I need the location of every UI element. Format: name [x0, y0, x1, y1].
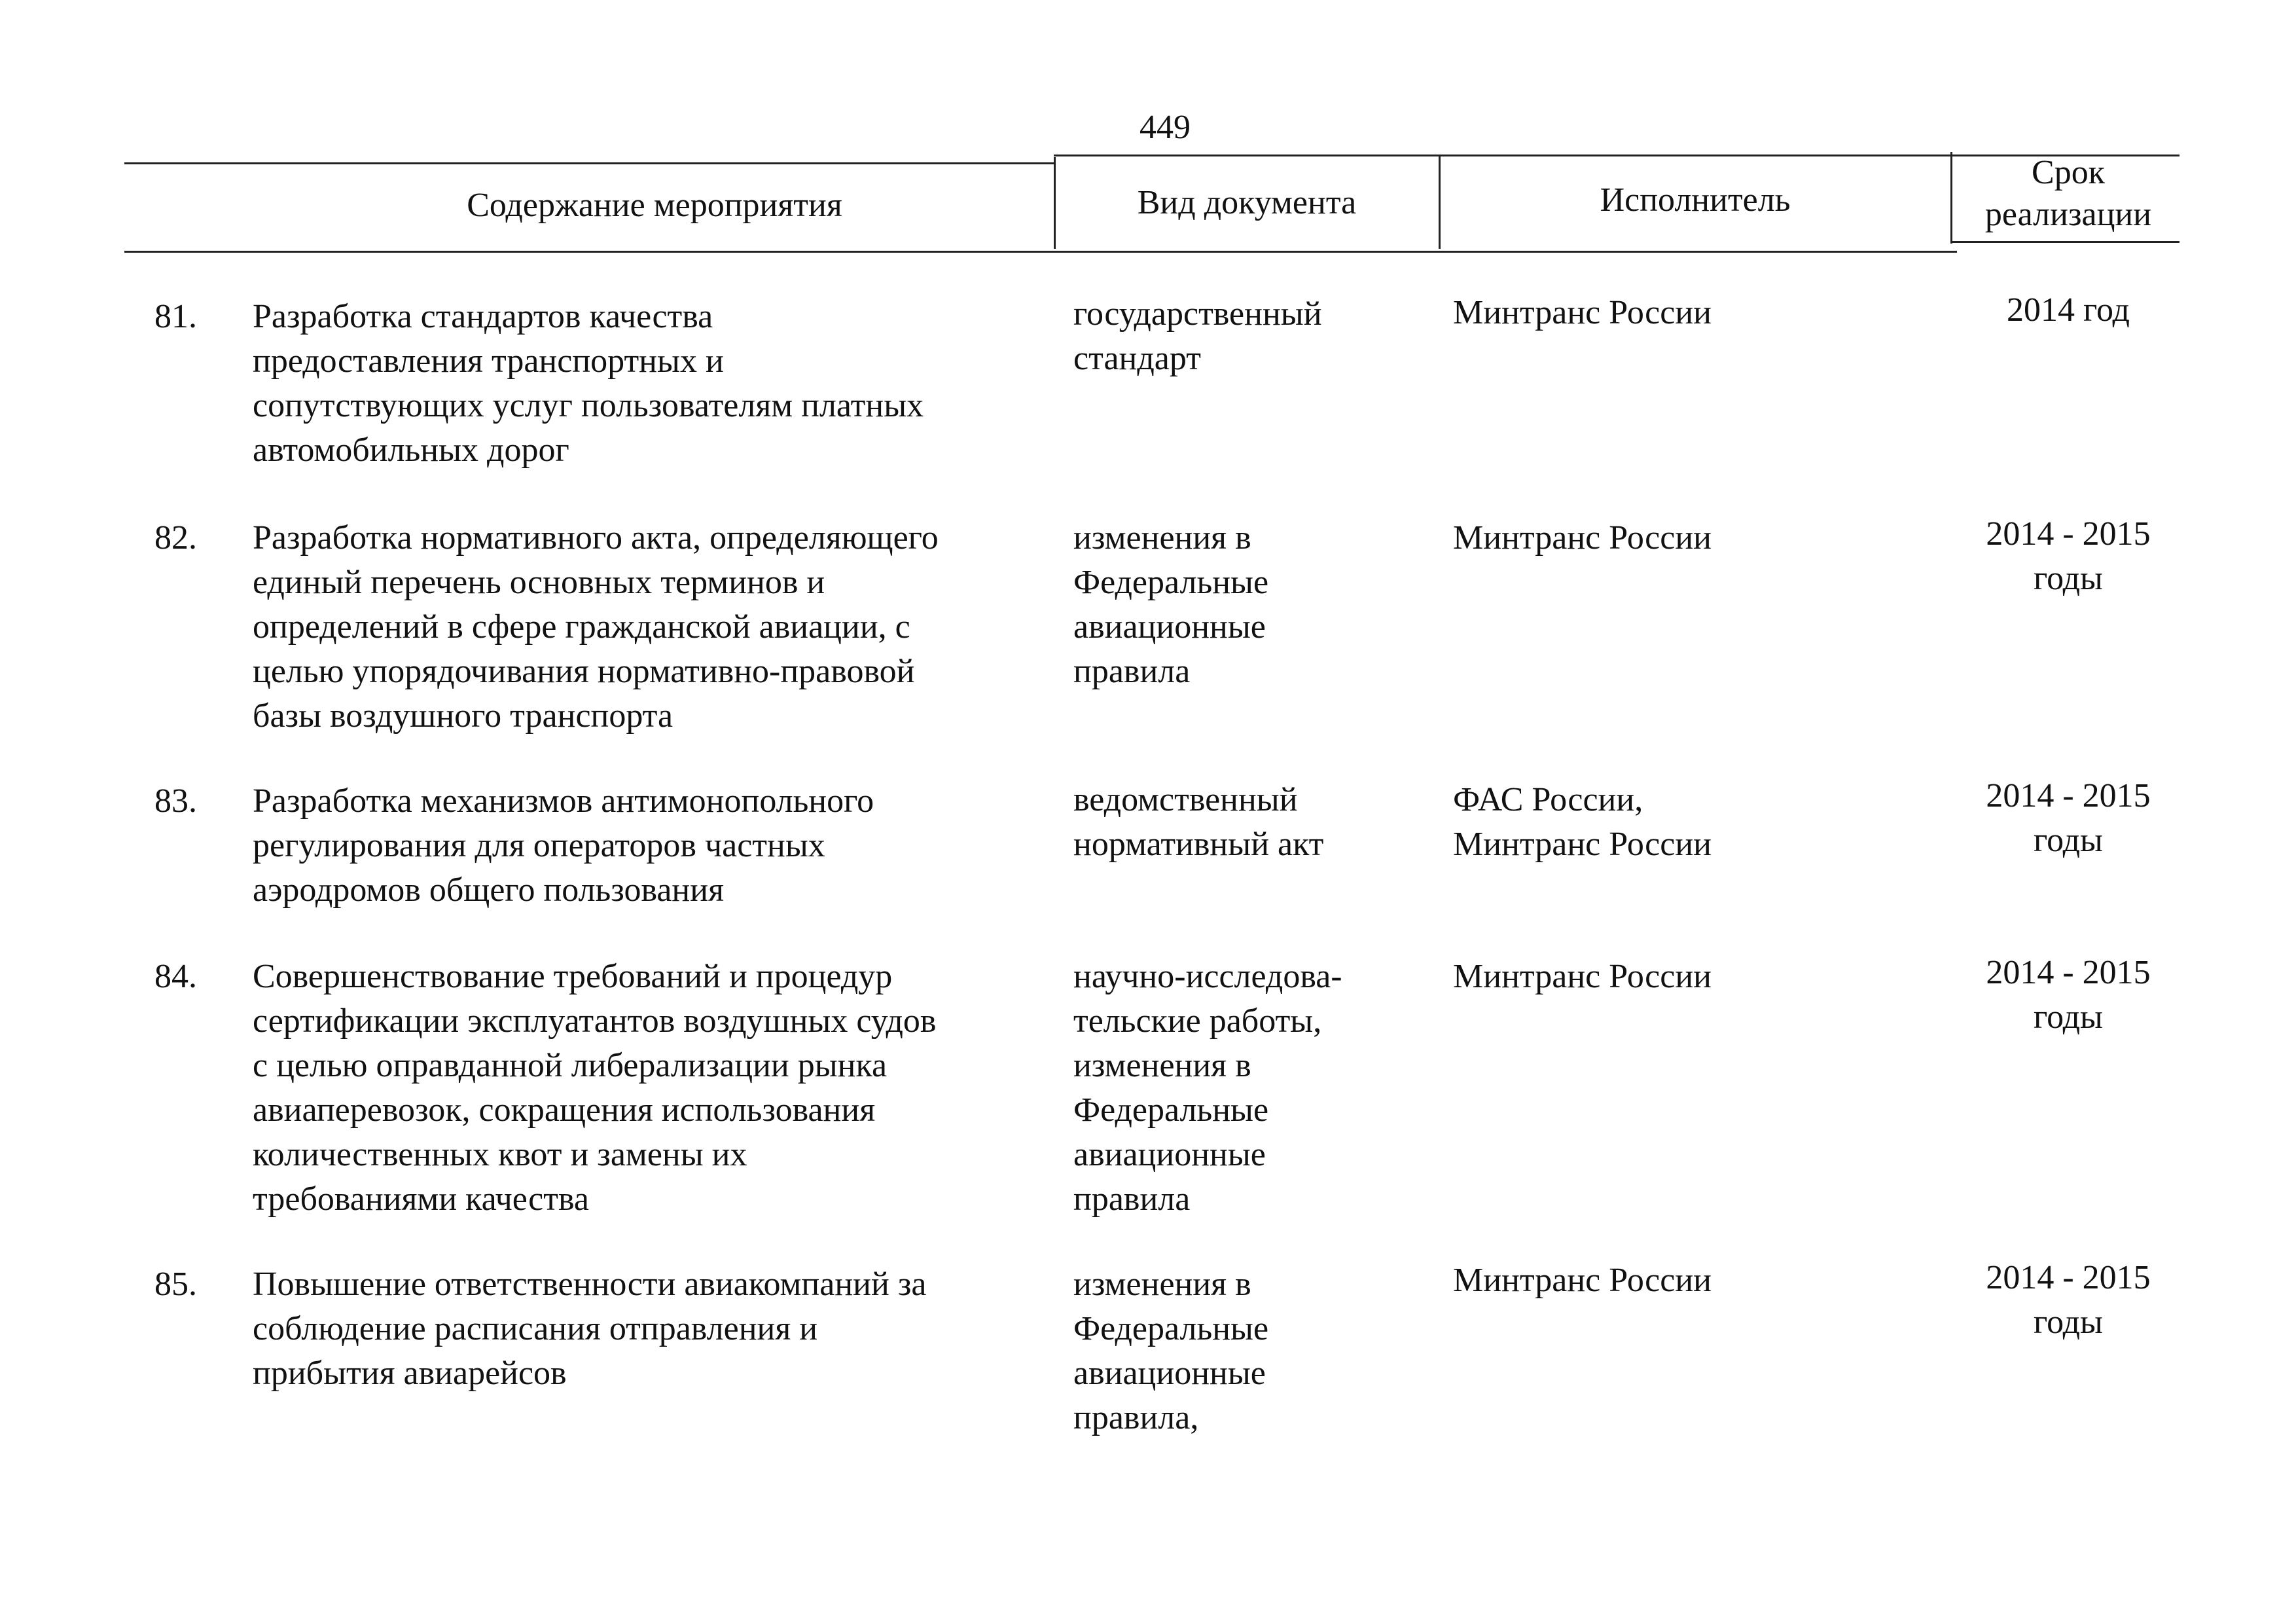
doc-type-line: правила	[1073, 1180, 1191, 1218]
content-line: регулирования для операторов частных	[253, 827, 825, 864]
row-doc-type	[1073, 292, 1440, 381]
row-executor	[1453, 955, 1924, 999]
row-term	[1950, 774, 2186, 863]
term-line: 2014 - 2015	[1986, 954, 2151, 991]
row-term	[1950, 288, 2186, 333]
doc-type-line: стандарт	[1073, 340, 1201, 377]
row-executor	[1453, 778, 1924, 867]
row-number: 85.	[154, 1266, 197, 1303]
doc-type-line: изменения в	[1073, 519, 1251, 556]
header-content: Содержание мероприятия	[467, 187, 842, 224]
executor-line: Минтранс России	[1453, 519, 1712, 556]
row-executor	[1453, 516, 1924, 560]
header-bottom-rule	[124, 251, 1957, 253]
content-line: соблюдение расписания отправления и	[253, 1310, 818, 1347]
content-line: Разработка нормативного акта, определяющего	[253, 519, 939, 556]
executor-line: Минтранс России	[1453, 958, 1712, 995]
executor-line: Минтранс России	[1453, 826, 1712, 863]
doc-type-line: нормативный акт	[1073, 826, 1324, 863]
executor-line: Минтранс России	[1453, 1262, 1712, 1299]
content-line: целью упорядочивания нормативно-правовой	[253, 653, 915, 690]
content-line: с целью оправданной либерализации рынка	[253, 1047, 888, 1084]
content-line: Разработка механизмов антимонопольного	[253, 782, 874, 820]
content-line: единый перечень основных терминов и	[253, 564, 825, 601]
term-line: 2014 - 2015	[1986, 777, 2151, 814]
content-line: сопутствующих услуг пользователям платных	[253, 387, 924, 424]
row-term	[1950, 512, 2186, 601]
content-line: аэродромов общего пользования	[253, 871, 725, 909]
row-executor	[1453, 291, 1924, 335]
header-executor: Исполнитель	[1600, 181, 1791, 219]
header-bottom-rule	[1950, 241, 2179, 243]
header-doc-type: Вид документа	[1137, 184, 1357, 221]
executor-line: ФАС России,	[1453, 781, 1643, 818]
content-line: прибытия авиарейсов	[253, 1355, 567, 1392]
row-number: 84.	[154, 958, 197, 995]
term-line: 2014 - 2015	[1986, 1259, 2151, 1296]
content-line: авиаперевозок, сокращения использования	[253, 1091, 876, 1129]
doc-type-line: Федеральные	[1073, 1091, 1269, 1129]
row-content	[253, 1262, 1064, 1396]
doc-type-line: правила	[1073, 653, 1191, 690]
row-doc-type	[1073, 516, 1440, 694]
term-line: годы	[2034, 998, 2103, 1036]
row-doc-type	[1073, 778, 1440, 867]
header-column-divider	[1439, 155, 1441, 249]
content-line: Разработка стандартов качества	[253, 298, 713, 335]
content-line: базы воздушного транспорта	[253, 697, 673, 735]
header-term	[1957, 152, 2179, 236]
content-line: сертификации эксплуатантов воздушных судов	[253, 1002, 937, 1040]
doc-type-line: изменения в	[1073, 1047, 1251, 1084]
doc-type-line: авиационные	[1073, 1355, 1266, 1392]
page-number: 449	[1139, 109, 1191, 146]
row-content	[253, 295, 1064, 473]
term-line: годы	[2034, 1304, 2103, 1341]
term-line: годы	[2034, 560, 2103, 597]
row-term	[1950, 951, 2186, 1040]
doc-type-line: авиационные	[1073, 1136, 1266, 1173]
term-line: 2014 - 2015	[1986, 515, 2151, 553]
row-content	[253, 779, 1064, 913]
row-executor	[1453, 1258, 1924, 1303]
content-line: определений в сфере гражданской авиации, с	[253, 608, 910, 646]
row-doc-type	[1073, 1262, 1440, 1440]
content-line: количественных квот и замены их	[253, 1136, 747, 1173]
doc-type-line: правила,	[1073, 1399, 1199, 1436]
term-line: 2014 год	[2007, 291, 2130, 329]
row-content	[253, 516, 1064, 739]
content-line: Совершенствование требований и процедур	[253, 958, 893, 995]
header-term-line: Срок	[2032, 154, 2105, 191]
row-content	[253, 955, 1064, 1222]
header-column-divider	[1054, 157, 1056, 249]
term-line: годы	[2034, 822, 2103, 859]
doc-type-line: авиационные	[1073, 608, 1266, 646]
row-term	[1950, 1256, 2186, 1345]
doc-type-line: Федеральные	[1073, 564, 1269, 601]
doc-type-line: Федеральные	[1073, 1310, 1269, 1347]
content-line: предоставления транспортных и	[253, 342, 724, 380]
header-term-line: реализации	[1984, 196, 2152, 233]
header-column-divider	[1950, 152, 1952, 244]
header-top-rule	[124, 162, 1054, 164]
row-number: 83.	[154, 782, 197, 820]
content-line: автомобильных дорог	[253, 431, 569, 469]
row-number: 82.	[154, 519, 197, 556]
doc-type-line: государственный	[1073, 295, 1322, 333]
doc-type-line: ведомственный	[1073, 781, 1298, 818]
doc-type-line: изменения в	[1073, 1266, 1251, 1303]
doc-type-line: тельские работы,	[1073, 1002, 1322, 1040]
content-line: требованиями качества	[253, 1180, 589, 1218]
content-line: Повышение ответственности авиакомпаний за	[253, 1266, 927, 1303]
row-number: 81.	[154, 298, 197, 335]
row-doc-type	[1073, 955, 1440, 1222]
doc-type-line: научно-исследова-	[1073, 958, 1342, 995]
executor-line: Минтранс России	[1453, 294, 1712, 331]
